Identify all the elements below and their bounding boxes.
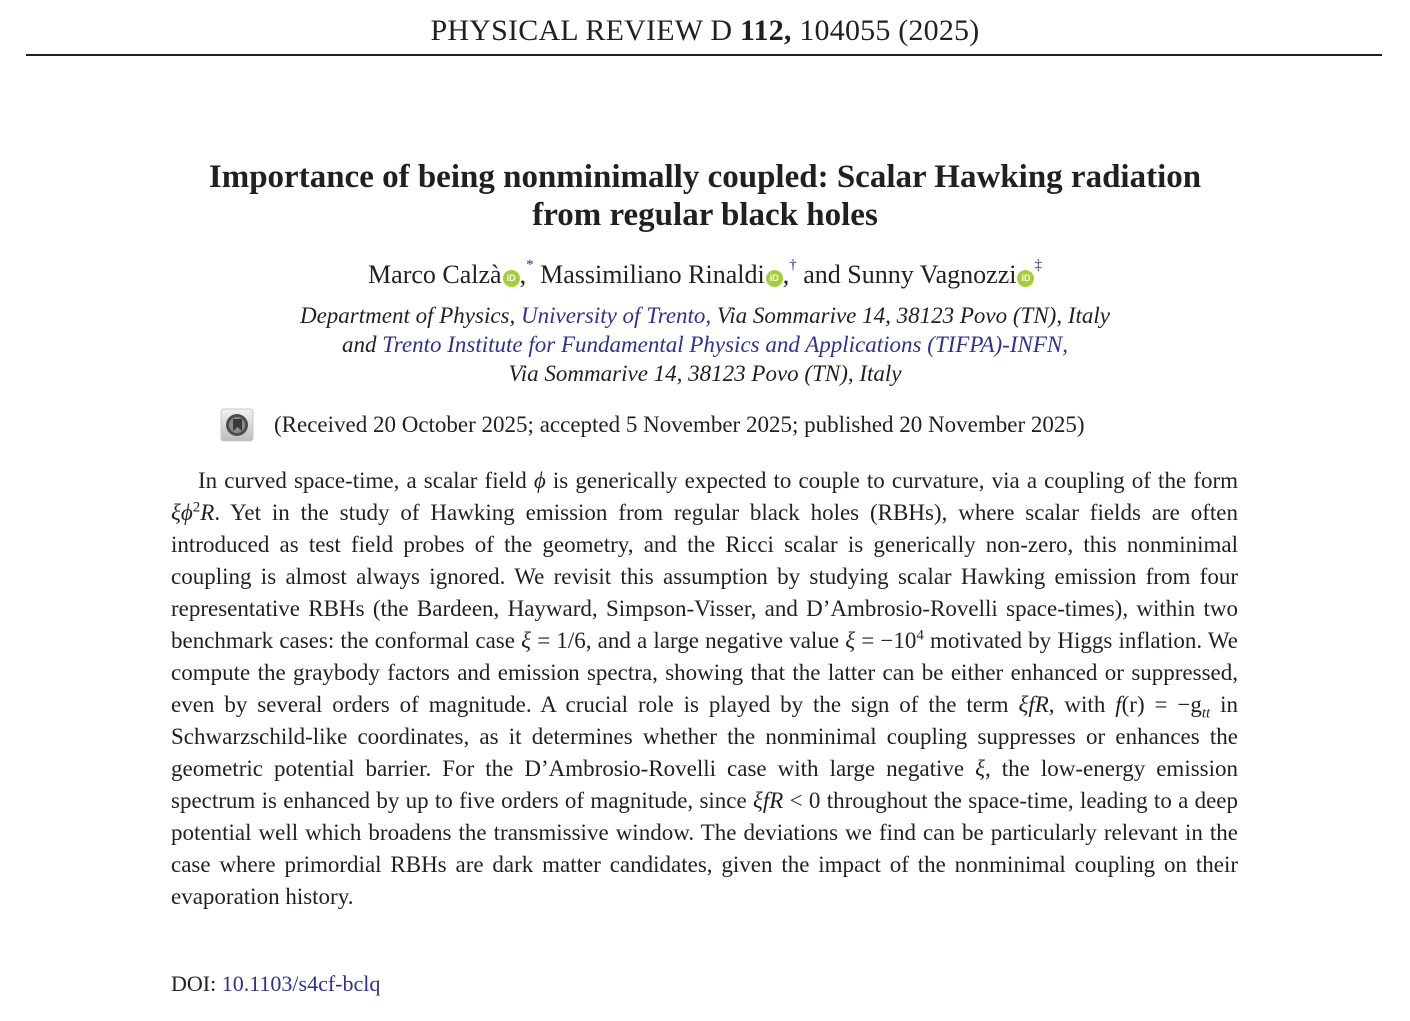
journal-header xyxy=(0,14,1410,48)
orcid-icon[interactable]: iD xyxy=(503,270,520,287)
abstract xyxy=(171,465,1238,913)
header-rule xyxy=(26,54,1382,56)
author-name[interactable]: Marco Calzà xyxy=(368,260,502,289)
author-name[interactable]: Massimiliano Rinaldi xyxy=(540,260,765,289)
affiliation xyxy=(0,301,1410,388)
doi xyxy=(171,971,380,997)
institute-link[interactable]: Trento Institute for Fundamental Physics and Applications (TIFPA)-INFN, xyxy=(382,332,1068,357)
author-list: Marco Calzà iD ,* Massimiliano Rinaldi iD ,† and Sunny Vagnozzi iD‡ xyxy=(368,257,1042,289)
university-link[interactable]: University of Trento, xyxy=(521,303,712,328)
abstract-paragraph: In curved space-time, a scalar field ϕ is generically expected to couple to curvature, via a coupling of the form $\xi\phi^2R$. Yet in the study of Hawking emission from regular black holes (RBHs), where scalar fields are often introduced as test field probes of the geometry, and the Ricci scalar is generically non-zero, this nonminimal coupling is almost always ignored. We revisit this assumption by studying scalar Hawking emission from four representative RBHs (the Bardeen, Hayward, Simpson-Visser, and D’Ambrosio-Rovelli space-times), within two benchmark cases: the conformal case ξ = 1/6, and a large negative value $\xi = -10^4$ motivated by Higgs inflation. We compute the graybody factors and emission spectra, showing that the latter can be either enhanced or suppressed, even by several orders of magnitude. A crucial role is played by the sign of the term ξfR, with $f(r) = -g_{tt}$ in Schwarzschild-like coordinates, as it determines whether the nonminimal coupling suppresses or enhances the geometric potential barrier. For the D’Ambrosio-Rovelli case with large negative ξ, the low-energy emission spectrum is enhanced by up to five orders of magnitude, since ξfR < 0 throughout the space-time, leading to a deep potential well which broadens the transmissive window. The deviations we find can be particularly relevant in the case where primordial RBHs are dark matter candidates, given the impact of the nonminimal coupling on their evaporation history. xyxy=(171,468,1239,909)
doi-label: DOI: xyxy=(171,971,217,996)
orcid-icon[interactable]: iD xyxy=(1017,270,1034,287)
author-name[interactable]: Sunny Vagnozzi xyxy=(847,260,1017,289)
author-footnote[interactable]: ‡ xyxy=(1034,257,1042,273)
author-footnote[interactable]: * xyxy=(526,257,534,273)
orcid-icon[interactable]: iD xyxy=(766,270,783,287)
publication-dates: (Received 20 October 2025; accepted 5 November 2025; published 20 November 2025) xyxy=(274,412,1085,437)
doi-link[interactable]: 10.1103/s4cf-bclq xyxy=(221,971,381,996)
author-footnote[interactable]: † xyxy=(789,257,797,273)
title-line-1: Importance of being nonminimally coupled: Scalar Hawking radiation xyxy=(208,159,1202,195)
check-for-updates-icon[interactable] xyxy=(220,408,254,442)
dates-row xyxy=(220,408,1220,442)
journal-name: PHYSICAL REVIEW D xyxy=(430,14,733,47)
article-number: 104055 (2025) xyxy=(799,14,980,47)
affiliation-line-2 xyxy=(0,330,1410,359)
author-conjunction: and xyxy=(803,260,841,289)
journal-volume: 112, xyxy=(739,14,792,47)
paper-title xyxy=(120,158,1290,234)
affiliation-text: Department of Physics, xyxy=(299,303,516,328)
affiliation-line-1 xyxy=(0,301,1410,330)
title-line-2: from regular black holes xyxy=(532,197,878,233)
affiliation-text: Via Sommarive 14, 38123 Povo (TN), Italy xyxy=(716,303,1110,328)
affiliation-text: and xyxy=(342,332,377,357)
affiliation-line-3: Via Sommarive 14, 38123 Povo (TN), Italy xyxy=(508,361,902,386)
